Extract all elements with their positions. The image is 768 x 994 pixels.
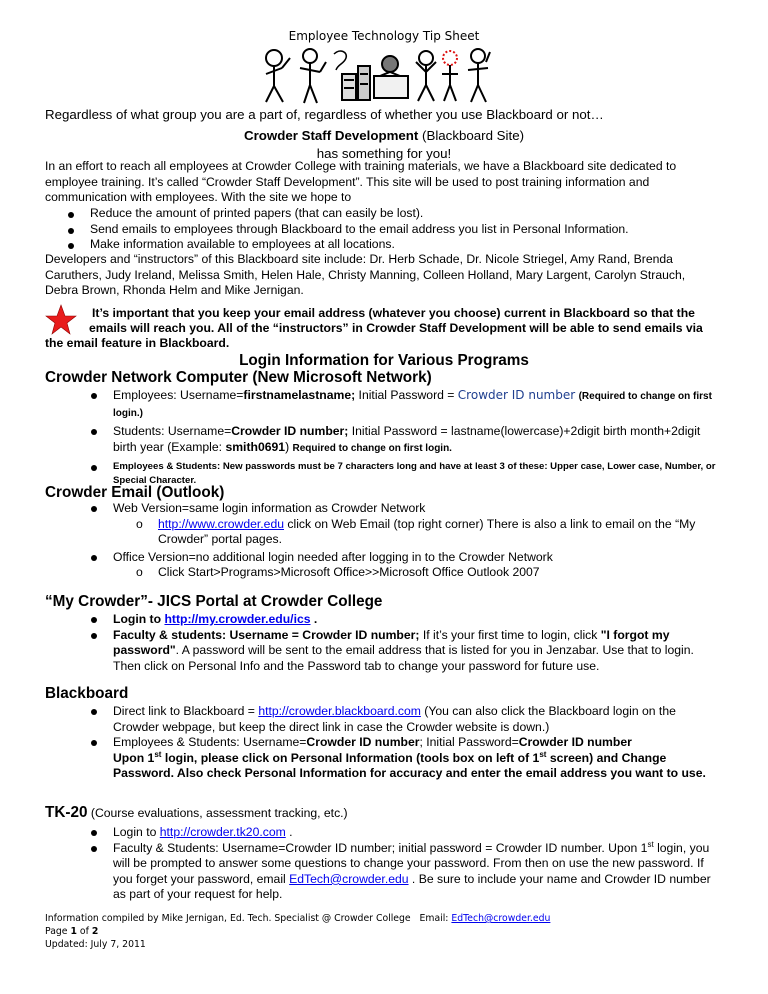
blackboard-bullets [0,704,716,782]
tk20-link[interactable]: http://crowder.tk20.com [159,825,286,839]
list-item: Office Version=no additional login needed after logging in to the Crowder Network [0,550,716,566]
network-heading: Crowder Network Computer (New Microsoft Network) [45,369,432,386]
list-item: Reduce the amount of printed papers (that can easily be lost). [0,206,760,222]
intro-paragraph: In an effort to reach all employees at Crowder College with training materials, we have a Blackboard site dedicated to employee training. It’s called “Crowder Staff Development”. This site will be used to post training information and communication with employees. With the site we hope to [45,159,677,205]
red-star-shape [46,305,76,334]
notice-line-1: It’s important that you keep your email address (whatever you choose) current in Blackboard so that the [92,306,695,320]
list-item: Faculty & students: Username = Crowder ID number; If it’s your first time to login, click "I forgot my password". A password will be sent to the email address that is listed for you in Jenzabar. Use that to login. Then click on Personal Info and the Password tab to change your password for future use. [0,628,716,675]
portal-heading: “My Crowder”- JICS Portal at Crowder College [45,593,383,610]
footer-compiled-line: Information compiled by Mike Jernigan, Ed. Tech. Specialist @ Crowder College Email: EdTech@crowder.edu [45,913,551,924]
site-suffix: (Blackboard Site) [418,128,525,143]
page-title: Employee Technology Tip Sheet [288,29,480,43]
list-item: o http://www.crowder.edu click on Web Email (top right corner) There is also a link to email on the “My Crowder” portal pages. [136,516,696,547]
developers-paragraph: Developers and “instructors” of this Blackboard site include: Dr. Herb Schade, Dr. Nicole Striegel, Amy Rand, Brenda Caruthers, Judy Ireland, Melissa Smith, Helen Hale, Christy Manning, Colleen Holland, Mary Largent, Carolyn Strauch, Debra Brown, Rhonda Helm and Mike Jernigan. [45,252,686,298]
tk20-heading: TK-20 [45,804,88,821]
list-item: o Click Start>Programs>Microsoft Office>>Microsoft Office Outlook 2007 [136,565,540,580]
footer-page-number: Page 1 of 2 [45,926,99,937]
tk20-note: (Course evaluations, assessment tracking, etc.) [87,806,348,820]
list-item: Direct link to Blackboard = http://crowder.blackboard.com (You can also click the Blackboard login on the Crowder webpage, but keep the direct link in case the Crowder website is down.) [0,704,716,735]
list-item: Login to http://my.crowder.edu/ics . [0,612,716,628]
crowder-website-link[interactable]: http://www.crowder.edu [158,516,284,531]
email-heading: Crowder Email (Outlook) [45,484,225,501]
tagline: has something for you! [316,146,452,161]
intro-line: Regardless of what group you are a part of, regardless of whether you use Blackboard or not… [45,107,604,122]
network-bullets [0,388,716,487]
list-item: Web Version=same login information as Crowder Network [0,501,716,517]
login-heading: Login Information for Various Programs [239,352,529,369]
notice-line-2: emails will reach you. All of the “instructors” in Crowder Staff Development will be able to send emails via [89,321,703,335]
notice-line-3: the email feature in Blackboard. [45,336,230,350]
list-item: Faculty & Students: Username=Crowder ID number; initial password = Crowder ID number. Upon 1st login, you will be prompted to answer some questions to change your password. From then on use the new password. If you forget your password, email EdTech@crowder.edu . Be sure to include your name and Crowder ID number as part of your request for help. [0,841,716,903]
list-item: Login to http://crowder.tk20.com . [0,825,716,841]
list-item: Make information available to employees at all locations. [0,237,760,253]
email-section [0,501,716,581]
site-name: Crowder Staff Development [243,128,419,143]
my-crowder-link[interactable]: http://my.crowder.edu/ics [164,612,311,626]
site-name-line [0,127,768,144]
footer-email-link[interactable]: EdTech@crowder.edu [451,913,551,924]
tk20-bullets [0,825,716,903]
edtech-email-link[interactable]: EdTech@crowder.edu [289,871,409,886]
tk20-heading-line [45,804,348,822]
footer-updated: Updated: July 7, 2011 [45,939,146,950]
blackboard-link[interactable]: http://crowder.blackboard.com [258,704,421,718]
list-item: Employees: Username=firstnamelastname; Initial Password = Crowder ID number (Required to change on first login.) [0,388,716,421]
list-item: Employees & Students: New passwords must be 7 characters long and have at least 3 of these: Upper case, Lower case, Number, or Special Character. [0,460,716,487]
list-item: Students: Username=Crowder ID number; Initial Password = lastname(lowercase)+2digit birth month+2digit birth year (Example: smith0691) Required to change on first login. [0,424,716,456]
list-item: Employees & Students: Username=Crowder ID number; Initial Password=Crowder ID number Upon 1st login, please click on Personal Information (tools box on left of 1st screen) and Change Password. Also check Personal Information for accuracy and enter the email address you want to use. [0,735,716,782]
list-item: Send emails to employees through Blackboard to the email address you list in Personal Information. [0,222,760,238]
blackboard-heading: Blackboard [45,685,129,702]
intro-bullet-list [0,206,760,253]
portal-bullets [0,612,716,674]
red-star-icon [45,304,77,336]
staff-figures-clipart-icon [262,44,494,108]
